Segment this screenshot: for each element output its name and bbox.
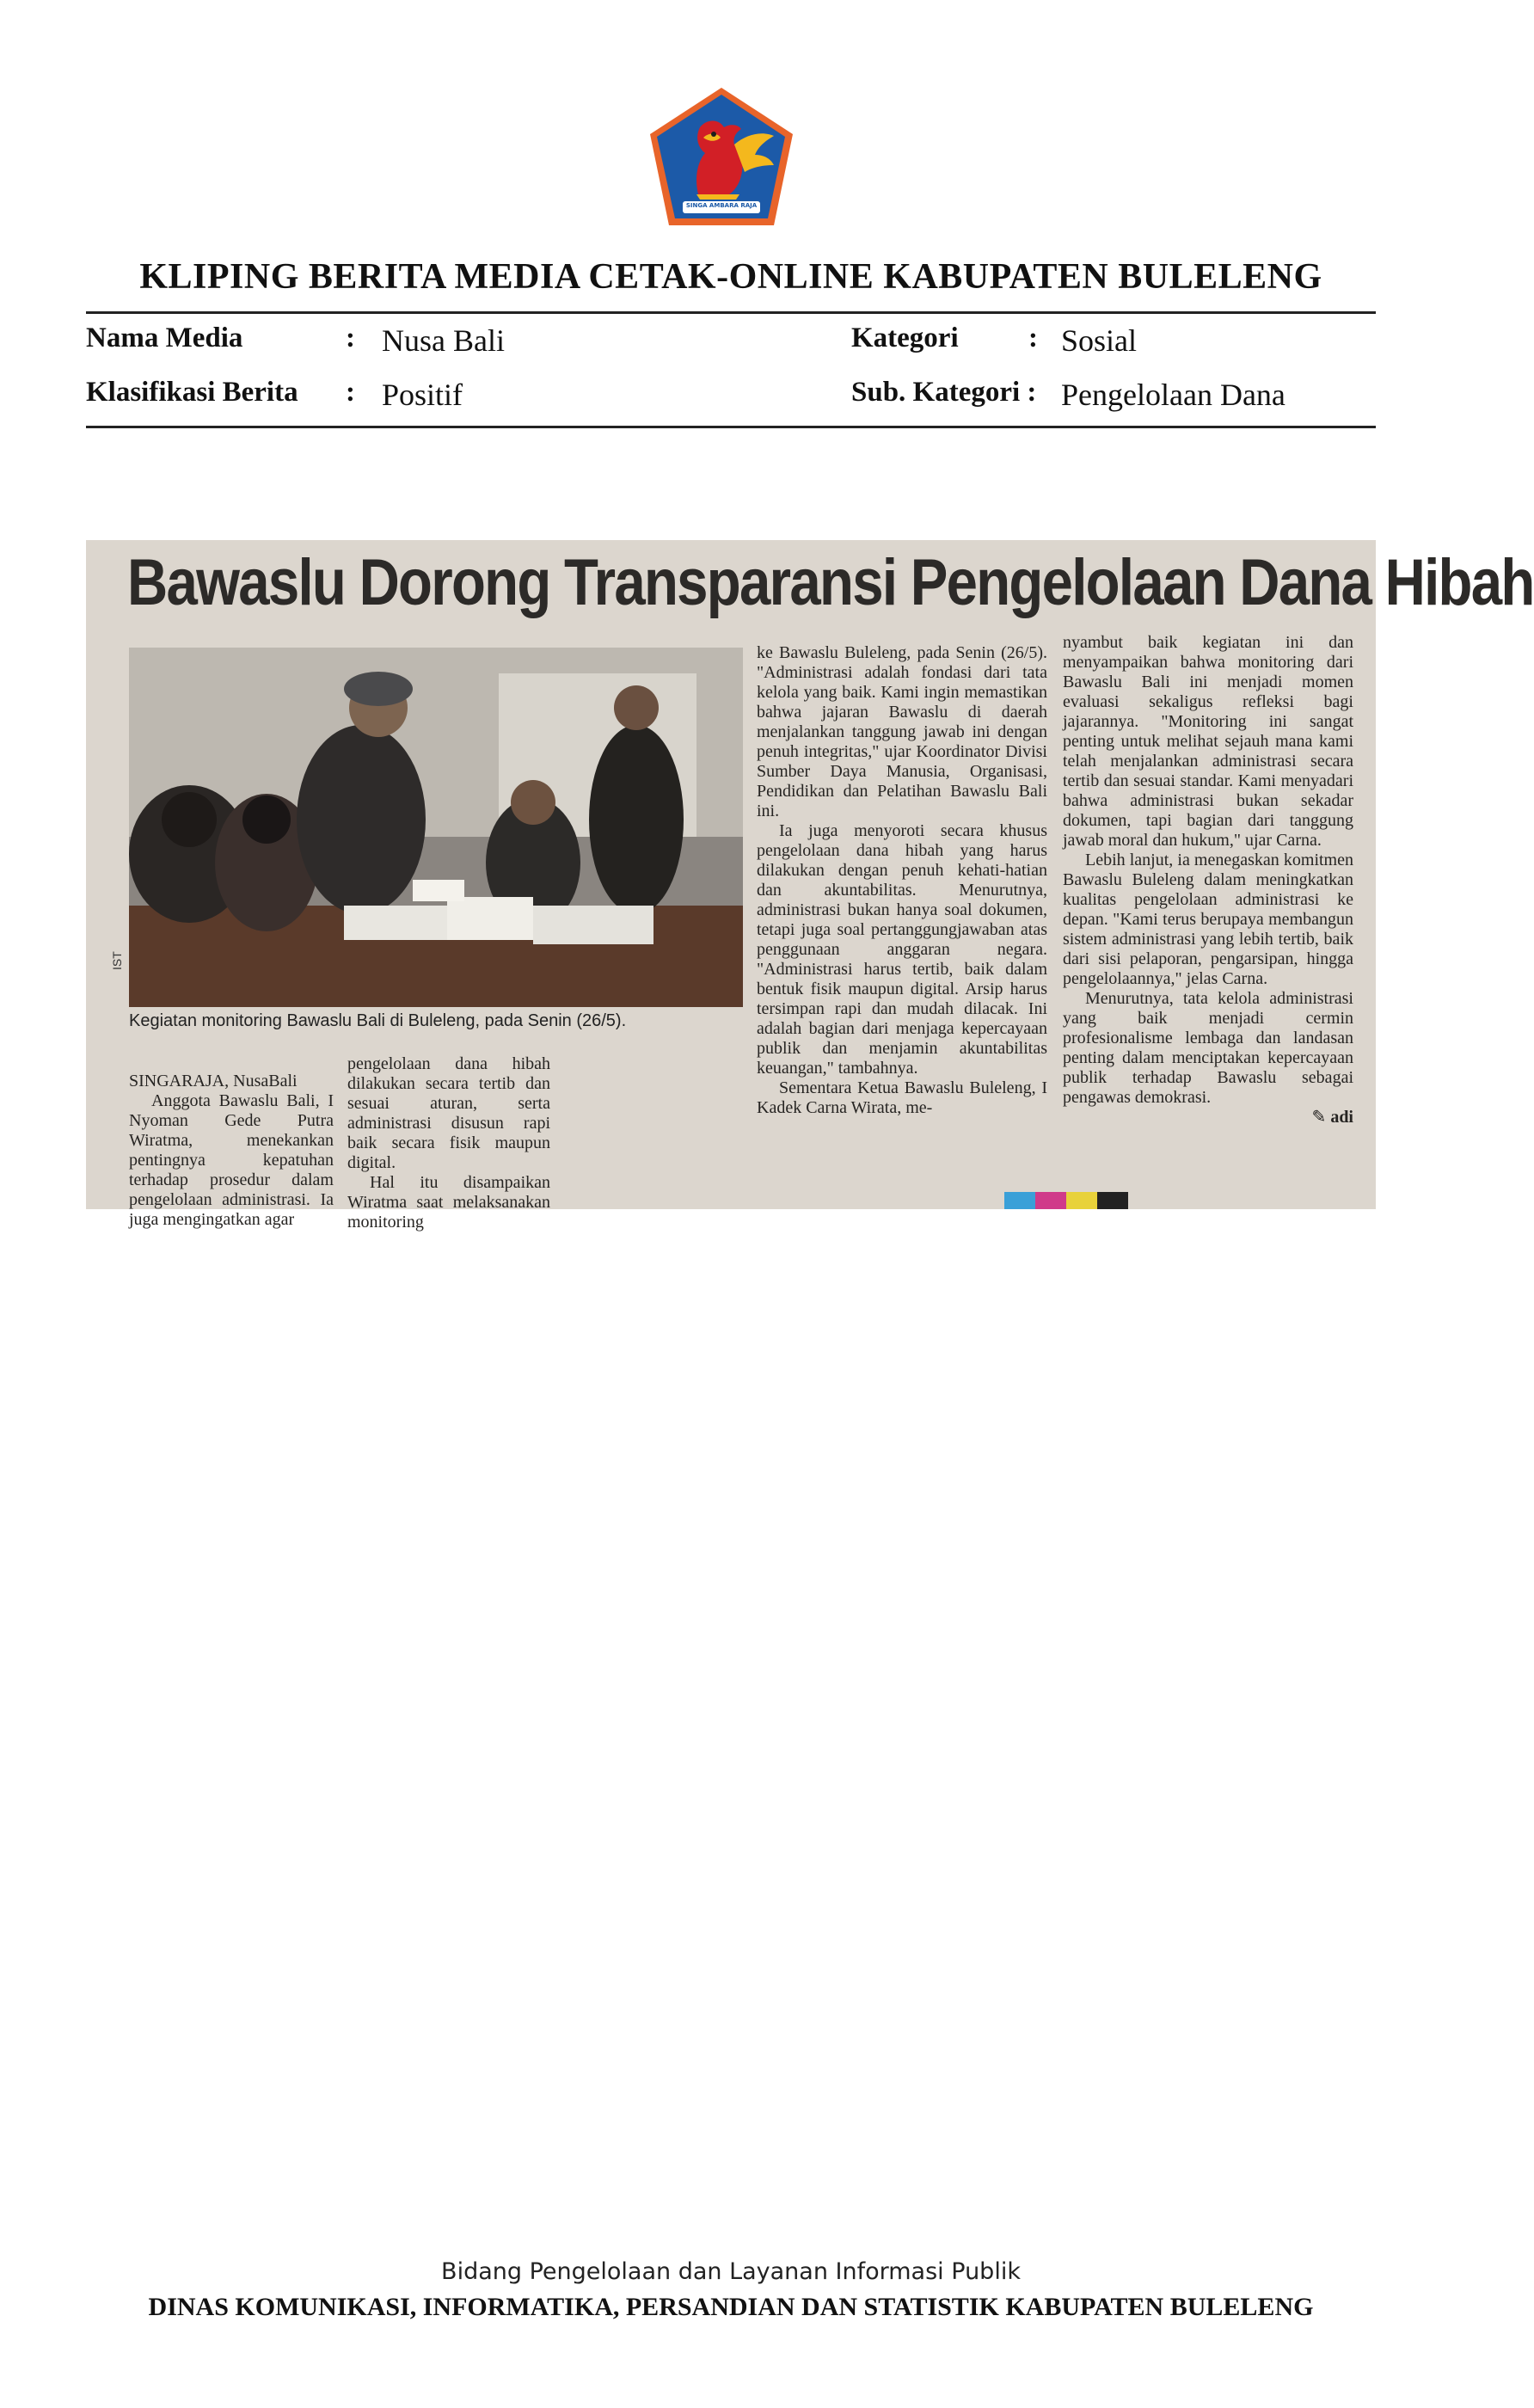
- print-color-mark: [1066, 1192, 1097, 1209]
- logo-ribbon-text: SINGA AMBARA RAJA: [685, 202, 758, 209]
- print-color-mark: [1035, 1192, 1066, 1209]
- article-paragraph: pengelolaan dana hibah dilakukan secara tertib dan sesuai aturan, serta administrasi disusun rapi baik secara fisik maupun digital.: [347, 1054, 550, 1172]
- bottom-divider: [86, 426, 1376, 428]
- print-color-mark: [1004, 1192, 1035, 1209]
- singa-ambara-raja-logo: [645, 84, 798, 230]
- article-paragraph: Ia juga menyoroti secara khusus pengelolaan dana hibah yang harus dilakukan dengan penuh kehati-hatian dan akuntabilitas. Menurutnya, administrasi bukan hanya soal dokumen, tetapi juga soal pertanggungjawaban atas penggunaan anggaran negara. "Administrasi harus tertib, baik dalam bentuk fisik maupun digital. Arsip harus tersimpan rapi dan mudah dilacak. Ini adalah bagian dari menjaga kepercayaan publik dan menjamin akuntabilitas keuangan," tambahnya.: [757, 821, 1047, 1078]
- pencil-icon: ✎: [1311, 1108, 1331, 1127]
- nama-media-colon: :: [346, 322, 355, 353]
- footer-agency: DINAS KOMUNIKASI, INFORMATIKA, PERSANDIAN DAN STATISTIK KABUPATEN BULELENG: [148, 2293, 1314, 2321]
- nama-media-value: Nusa Bali: [382, 323, 505, 358]
- article-column-2: [347, 1054, 550, 1232]
- klasifikasi-value: Positif: [382, 378, 463, 412]
- article-column-4: [1063, 633, 1353, 1127]
- dateline: SINGARAJA, NusaBali: [129, 1072, 298, 1090]
- page-title: KLIPING BERITA MEDIA CETAK-ONLINE KABUPATEN BULELENG: [139, 257, 1322, 297]
- article-paragraph: nyambut baik kegiatan ini dan menyampaikan bahwa monitoring dari Bawaslu Bali ini menjadi momen evaluasi sekaligus refleksi bagi jajarannya. "Monitoring ini sangat penting untuk melihat sejauh mana kami telah menjalankan administrasi secara tertib dan sesuai standar. Kami menyadari bahwa administrasi bukan sekadar dokumen, tapi bagian dari tanggung jawab moral dan hukum," ujar Carna.: [1063, 633, 1353, 850]
- article-paragraph: Hal itu disampaikan Wiratma saat melaksanakan monitoring: [347, 1173, 550, 1232]
- nama-media-label: Nama Media: [86, 322, 243, 353]
- photo-caption: Kegiatan monitoring Bawaslu Bali di Buleleng, pada Senin (26/5).: [129, 1011, 627, 1030]
- kategori-label: Kategori: [851, 322, 959, 353]
- article-paragraph: Sementara Ketua Bawaslu Buleleng, I Kadek Carna Wirata, me-: [757, 1078, 1047, 1117]
- print-color-mark: [1097, 1192, 1128, 1209]
- article-paragraph: Lebih lanjut, ia menegaskan komitmen Bawaslu Buleleng dalam meningkatkan kualitas pengelolaan administrasi ke depan. "Kami terus berupaya membangun sistem administrasi yang lebih tertib, baik dari sisi pelaporan, pengarsipan, hingga pengelolaannya," jelas Carna.: [1063, 851, 1353, 988]
- article-paragraph: Menurutnya, tata kelola administrasi yang baik menjadi cermin profesionalisme lembaga dan landasan penting dalam menciptakan kepercayaan publik terhadap Bawaslu sebagai pengawas demokrasi.: [1063, 989, 1353, 1107]
- article-author: [1063, 1108, 1353, 1127]
- photo-credit: IST: [110, 951, 124, 970]
- klasifikasi-label: Klasifikasi Berita: [86, 377, 298, 408]
- kategori-value: Sosial: [1061, 323, 1138, 358]
- footer-department: Bidang Pengelolaan dan Layanan Informasi Publik: [441, 2258, 1021, 2285]
- article-column-3: [757, 643, 1047, 1118]
- top-divider: [86, 311, 1376, 314]
- article-paragraph: Anggota Bawaslu Bali, I Nyoman Gede Putra Wiratma, menekankan pentingnya kepatuhan terhadap prosedur dalam pengelolaan administrasi. Ia juga mengingatkan agar: [129, 1091, 334, 1229]
- kategori-colon: :: [1028, 322, 1038, 353]
- sub-kategori-value: Pengelolaan Dana: [1061, 378, 1285, 412]
- article-headline: Bawaslu Dorong Transparansi Pengelolaan Dana Hibah: [127, 546, 1534, 619]
- article-column-1: [129, 1072, 334, 1230]
- sub-kategori-label: Sub. Kategori :: [851, 377, 1037, 408]
- article-paragraph: ke Bawaslu Buleleng, pada Senin (26/5). "Administrasi adalah fondasi dari tata kelola yang baik. Kami ingin memastikan bahwa jajaran Bawaslu di daerah menjalankan tanggung jawab ini dengan penuh integritas," ujar Koordinator Divisi Sumber Daya Manusia, Organisasi, Pendidikan dan Pelatihan Bawaslu Bali ini.: [757, 643, 1047, 820]
- author-initials: adi: [1330, 1108, 1353, 1127]
- klasifikasi-colon: :: [346, 377, 355, 408]
- newspaper-clipping: [86, 540, 1534, 1232]
- article-photo: [129, 648, 743, 1007]
